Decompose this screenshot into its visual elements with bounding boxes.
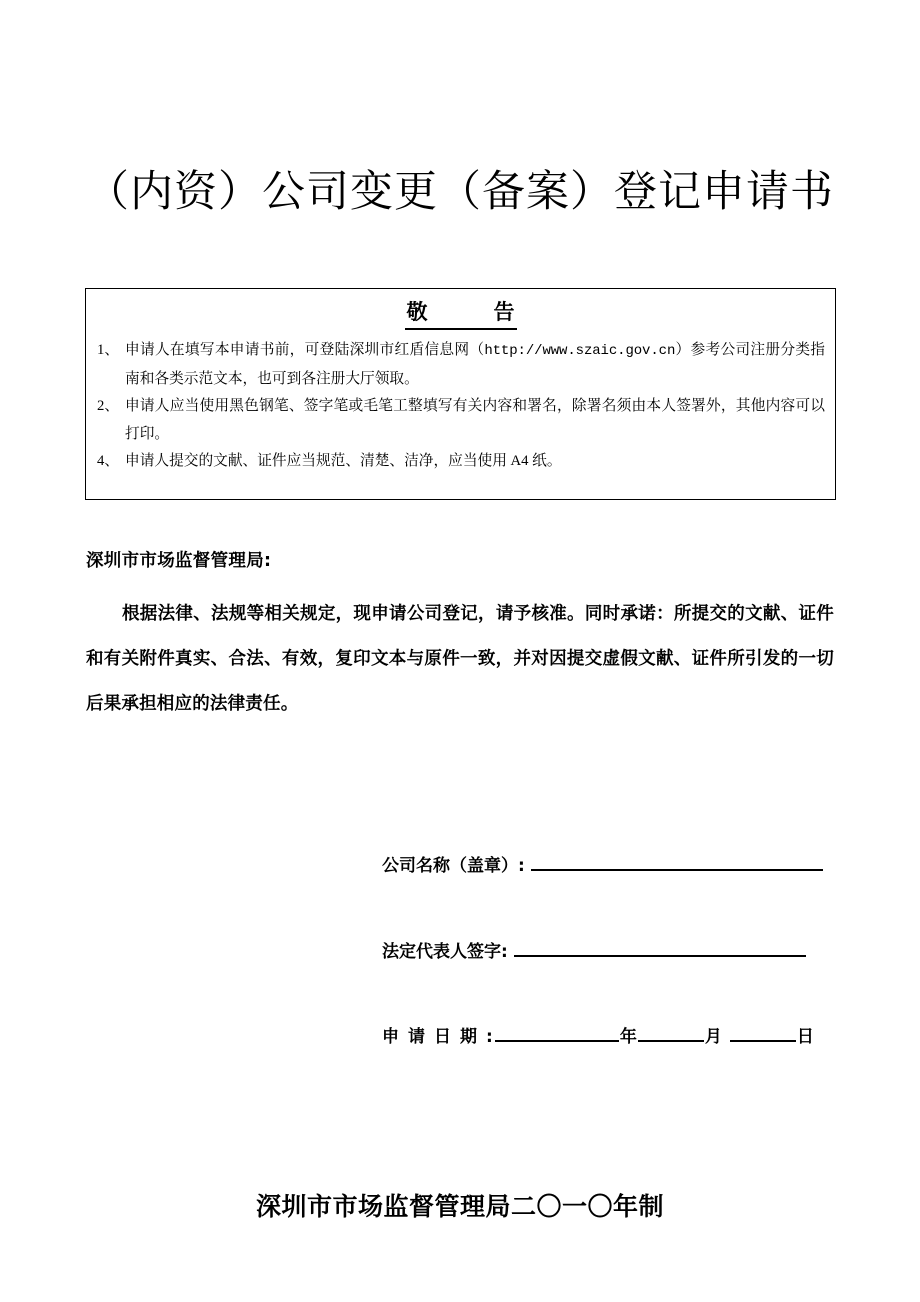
application-date-row [382,1022,815,1047]
company-name-field-row [382,851,823,876]
legal-rep-input[interactable] [514,938,806,957]
date-day-input[interactable] [730,1024,796,1042]
date-day-unit: 日 [796,1027,814,1047]
company-name-label: 公司名称（盖章）: [382,856,525,876]
notice-item-text: 申请人应当使用黑色钢笔、签字笔或毛笔工整填写有关内容和署名，除署名须由本人签署外，其他内容可以打印。 [125,398,825,442]
company-name-input[interactable] [531,852,823,871]
application-date-label: 申请日期 [382,1027,486,1047]
notice-list [97,337,825,476]
notice-text-before-url: 申请人在填写本申请书前，可登陆深圳市红盾信息网（ [125,342,485,358]
page-title: （内资）公司变更（备案）登记申请书 [86,168,834,216]
date-year-unit: 年 [619,1027,637,1047]
legal-rep-label: 法定代表人签字: [382,942,508,962]
notice-heading-right: 告 [493,300,515,324]
date-year-input[interactable] [495,1024,619,1042]
legal-rep-signature-row [382,937,806,962]
salutation: 深圳市市场监督管理局: [86,551,272,571]
date-month-unit: 月 [704,1027,722,1047]
application-date-colon: : [486,1027,493,1047]
notice-heading [86,297,835,330]
notice-url: http://www.szaic.gov.cn [484,343,676,359]
notice-item-number: 2、 [97,398,120,414]
notice-item-text [125,337,825,393]
notice-box [85,288,836,500]
notice-item [97,448,825,476]
notice-item-number: 1、 [97,342,120,358]
body-paragraph: 根据法律、法规等相关规定，现申请公司登记，请予核准。同时承诺：所提交的文献、证件和有关附件真实、合法、有效，复印文本与原件一致，并对因提交虚假文献、证件所引发的一切后果承担相应的法律责任。 [86,604,834,714]
notice-heading-left: 敬 [406,300,428,324]
document-footer: 深圳市市场监督管理局二〇一〇年制 [255,1194,664,1221]
date-month-input[interactable] [638,1024,704,1042]
notice-item [97,337,825,393]
notice-item [97,393,825,448]
notice-text-after-url: ）参考公司注册分类指南和各类示范文本，也可到各注册大厅领取。 [125,342,825,387]
notice-item-number: 4、 [97,453,120,469]
notice-item-text: 申请人提交的文献、证件应当规范、清楚、洁净，应当使用 A4 纸。 [125,453,562,469]
